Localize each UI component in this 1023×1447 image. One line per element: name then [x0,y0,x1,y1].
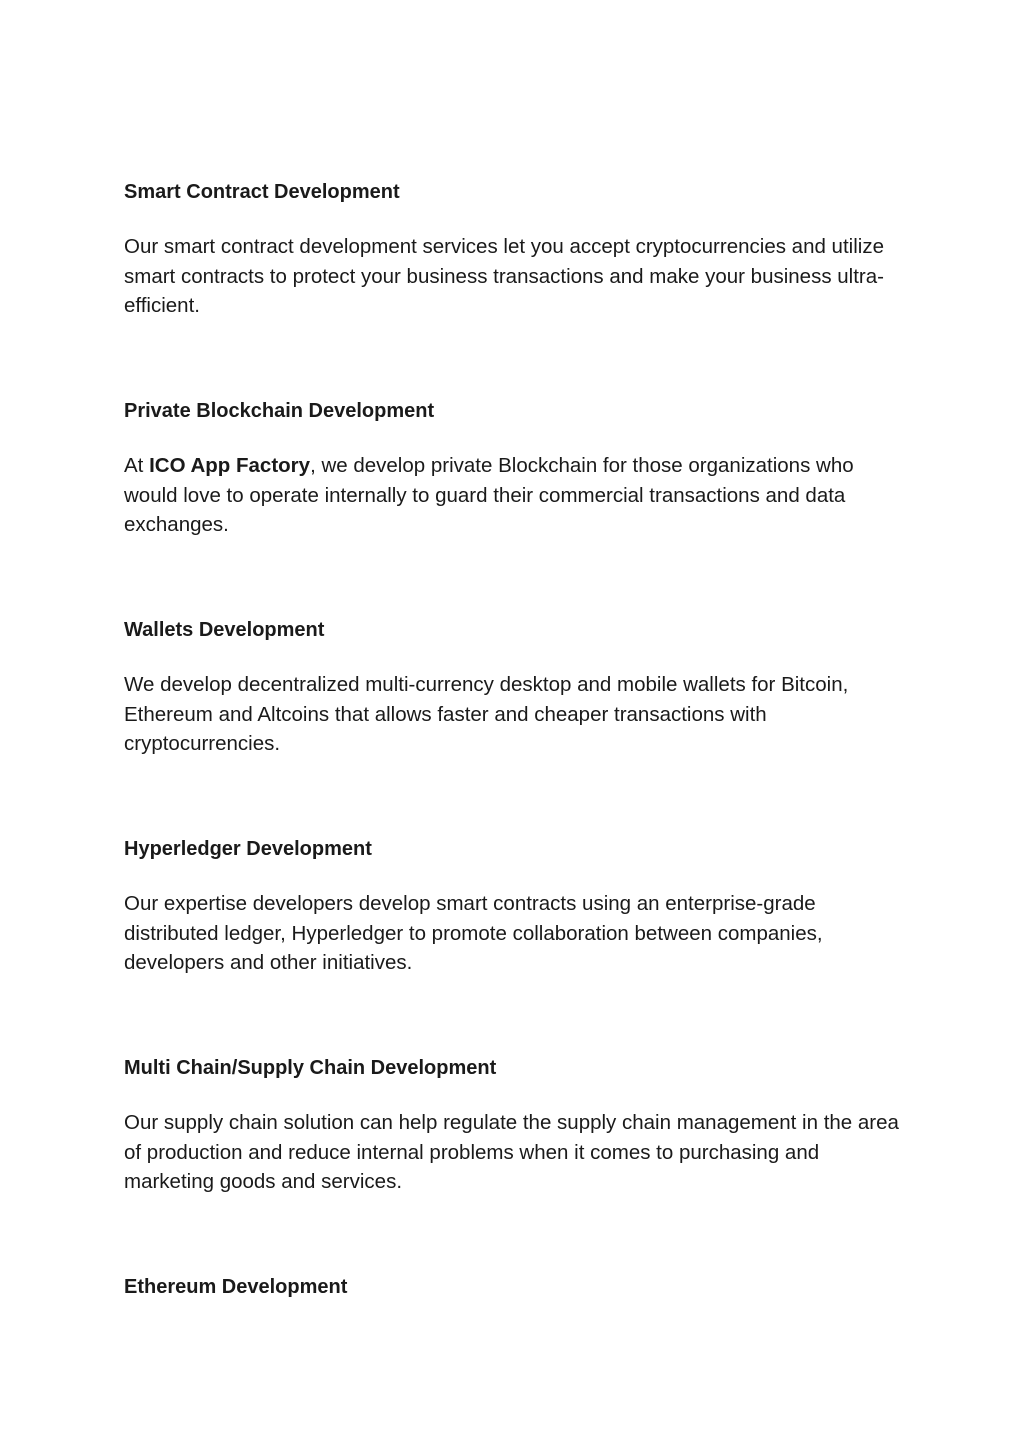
section-heading: Multi Chain/Supply Chain Development [124,1057,497,1079]
paragraph-prefix: At [124,454,150,477]
section-smart-contract [124,180,904,321]
section-paragraph [124,451,904,540]
section-ethereum [124,1275,904,1299]
section-wallets [124,618,904,759]
section-heading: Wallets Development [124,619,325,641]
section-heading: Private Blockchain Development [124,400,435,422]
section-paragraph: We develop decentralized multi-currency desktop and mobile wallets for Bitcoin, Ethereum and Altcoins that allows faster and cheaper transactions with cryptocurrencies. [124,673,849,755]
section-paragraph: Our smart contract development services let you accept cryptocurrencies and utilize smart contracts to protect your business transactions and make your business ultra-efficient. [124,235,884,317]
section-heading: Hyperledger Development [124,838,372,860]
company-name: ICO App Factory [149,454,311,477]
section-supply-chain [124,1056,904,1197]
section-heading: Ethereum Development [124,1276,348,1298]
section-heading: Smart Contract Development [124,181,400,203]
section-private-blockchain [124,399,904,540]
section-hyperledger [124,837,904,978]
paragraph-suffix: , we develop private Blockchain for those organizations who would love to operate internally to guard their commercial transactions and data exchanges. [124,454,854,536]
section-paragraph: Our expertise developers develop smart contracts using an enterprise-grade distributed ledger, Hyperledger to promote collaboration between companies, developers and other initiatives. [124,892,823,974]
section-paragraph: Our supply chain solution can help regulate the supply chain management in the area of production and reduce internal problems when it comes to purchasing and marketing goods and services. [124,1111,899,1193]
